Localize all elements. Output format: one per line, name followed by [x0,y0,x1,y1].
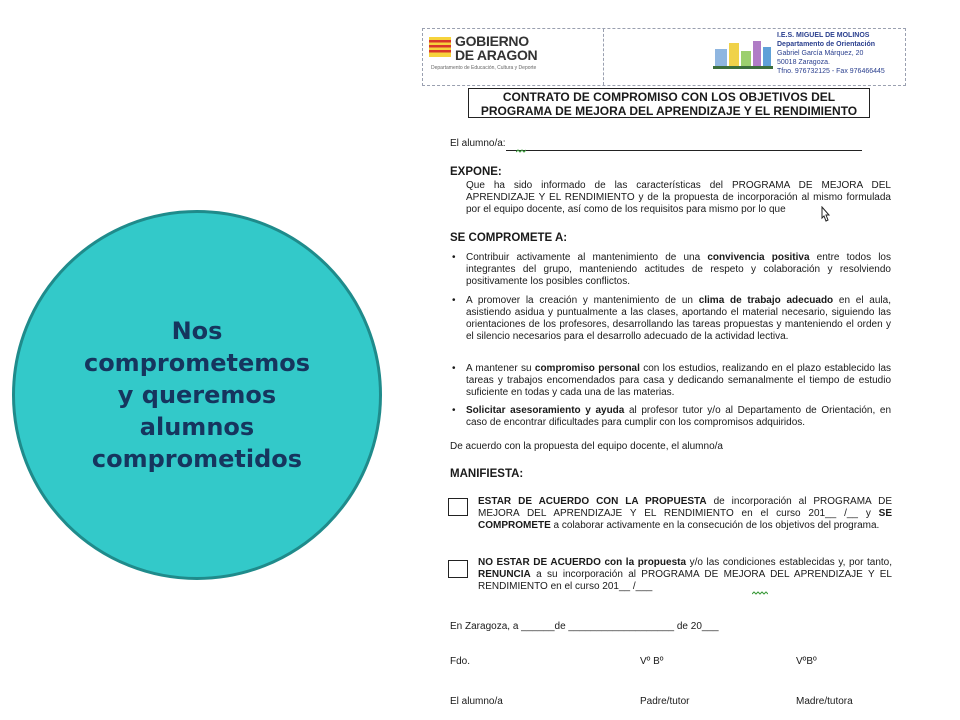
disagree-checkbox[interactable] [448,560,468,578]
student-name-field [450,138,862,151]
commitment-3-post: con los estudios, realizando en el plazo establecido las tareas y trabajos encomendados para casa y dedicando semanalmente el tiempo de estudio suficiente en todas y cada una de las materias. [466,363,892,398]
bullet-dot: • [452,295,456,306]
bullet-dot: • [452,405,456,416]
signature-vobo-2: VºBº [796,656,817,667]
commitment-1-post: entre todos los integrantes del grupo, manteniendo actitudes de respeto y colaboración y resolviendo positivamente los posibles conflictos. [466,252,891,287]
aragon-flag-icon [429,37,451,57]
commitment-4-post: al profesor tutor y/o al Departamento de Orientación, en caso de encontrar dificultades para cumplir con los compromisos adquiridos. [466,405,892,428]
commitment-3 [466,363,891,399]
school-phone: Tfno. 976732125 - Fax 976466445 [777,68,885,75]
school-address: Gabriel García Márquez, 20 [777,50,864,57]
bullet-dot: • [452,252,456,263]
expone-heading: EXPONE: [450,166,502,178]
commitment-1-bold: convivencia positiva [707,252,810,263]
commitment-2 [466,295,891,343]
agree-checkbox[interactable] [448,498,468,516]
agreement-line: De acuerdo con la propuesta del equipo docente, el alumno/a [450,441,723,452]
agree-option-bold1: ESTAR DE ACUERDO CON LA PROPUESTA [478,496,707,507]
highlight-circle [12,210,382,580]
letterhead [422,28,906,86]
agree-option-text1: de incorporación al PROGRAMA DE MEJORA DEL APRENDIZAJE Y EL RENDIMIENTO en el curso 201__ /__ y [478,496,892,519]
school-info [777,31,885,76]
spellcheck-mark [516,149,526,153]
letterhead-divider [603,29,604,85]
signature-fdo: Fdo. [450,656,471,667]
circle-text: Nos comprometemos y queremos alumnos comprometidos [83,317,311,473]
commitment-4 [466,405,891,429]
mouse-cursor-icon [818,206,832,224]
commitment-3-bold: compromiso personal [534,363,640,374]
commitment-3-pre: A mantener su [466,363,535,374]
signature-student: El alumno/a [450,696,503,707]
school-logo-icon [713,37,773,69]
title-line1: CONTRATO DE COMPROMISO CON LOS OBJETIVOS DEL [502,90,836,104]
disagree-option-text2: a su incorporación al PROGRAMA DE MEJORA DEL APRENDIZAJE Y EL RENDIMIENTO en el curso 201__ /___ [478,569,892,592]
commitment-2-post: en el aula, asistiendo asidua y puntualmente a las clases, aportando el material necesario, siguiendo las orientaciones de los profesores, desarrollando las tareas propuestas y manteniendo el orden y el silencio necesarios para el desarrollo adecuado de la actividad lectiva. [466,295,891,342]
agree-option-bold2: SE COMPROMETE [478,508,892,531]
spellcheck-mark [752,591,768,595]
agree-option-text2: a colaborar activamente en la consecución de los objetivos del programa. [550,520,880,531]
gobierno-line2: DE ARAGON [455,47,538,63]
contract-title [468,88,870,118]
school-name: I.E.S. MIGUEL DE MOLINOS [777,32,870,39]
school-dept: Departamento de Orientación [777,41,876,48]
disagree-option-text [478,557,892,593]
signature-mother: Madre/tutora [796,696,853,707]
contract-document [408,8,960,720]
school-city: 50018 Zaragoza. [777,59,830,66]
student-label: El alumno/a: [450,138,506,149]
commitment-2-pre: A promover la creación y mantenimiento de un [466,295,699,306]
bullet-dot: • [452,363,456,374]
commitment-4-bold: Solicitar asesoramiento y ayuda [466,405,625,416]
compromete-heading: SE COMPROMETE A: [450,232,568,244]
expone-text: Que ha sido informado de las características del PROGRAMA DE MEJORA DEL APRENDIZAJE Y EL RENDIMIENTO y de la propuesta de incorporación al mismo formulada por el equipo docente, así como de los requisitos para mismo por lo que [466,180,891,215]
commitment-2-bold: clima de trabajo adecuado [698,295,834,306]
signature-father: Padre/tutor [640,696,690,707]
signature-vobo-1: Vº Bº [640,656,664,667]
title-line2: PROGRAMA DE MEJORA DEL APRENDIZAJE Y EL RENDIMIENTO [480,104,858,118]
commitment-1 [466,252,891,288]
disagree-option-bold1: NO ESTAR DE ACUERDO con la propuesta [478,557,687,568]
place-date-line: En Zaragoza, a ______de ___________________ de 20___ [450,621,719,632]
gobierno-line1: GOBIERNO [455,33,529,49]
disagree-option-bold2: RENUNCIA [478,569,531,580]
commitment-1-pre: Contribuir activamente al mantenimiento de una [466,252,708,263]
agree-option-text [478,496,892,532]
disagree-option-text1: y/o las condiciones establecidas y, por tanto, [686,557,892,568]
manifiesta-heading: MANIFIESTA: [450,468,524,480]
student-name-line [506,138,862,151]
department-text: Departamento de Educación, Cultura y Deporte [431,65,537,71]
